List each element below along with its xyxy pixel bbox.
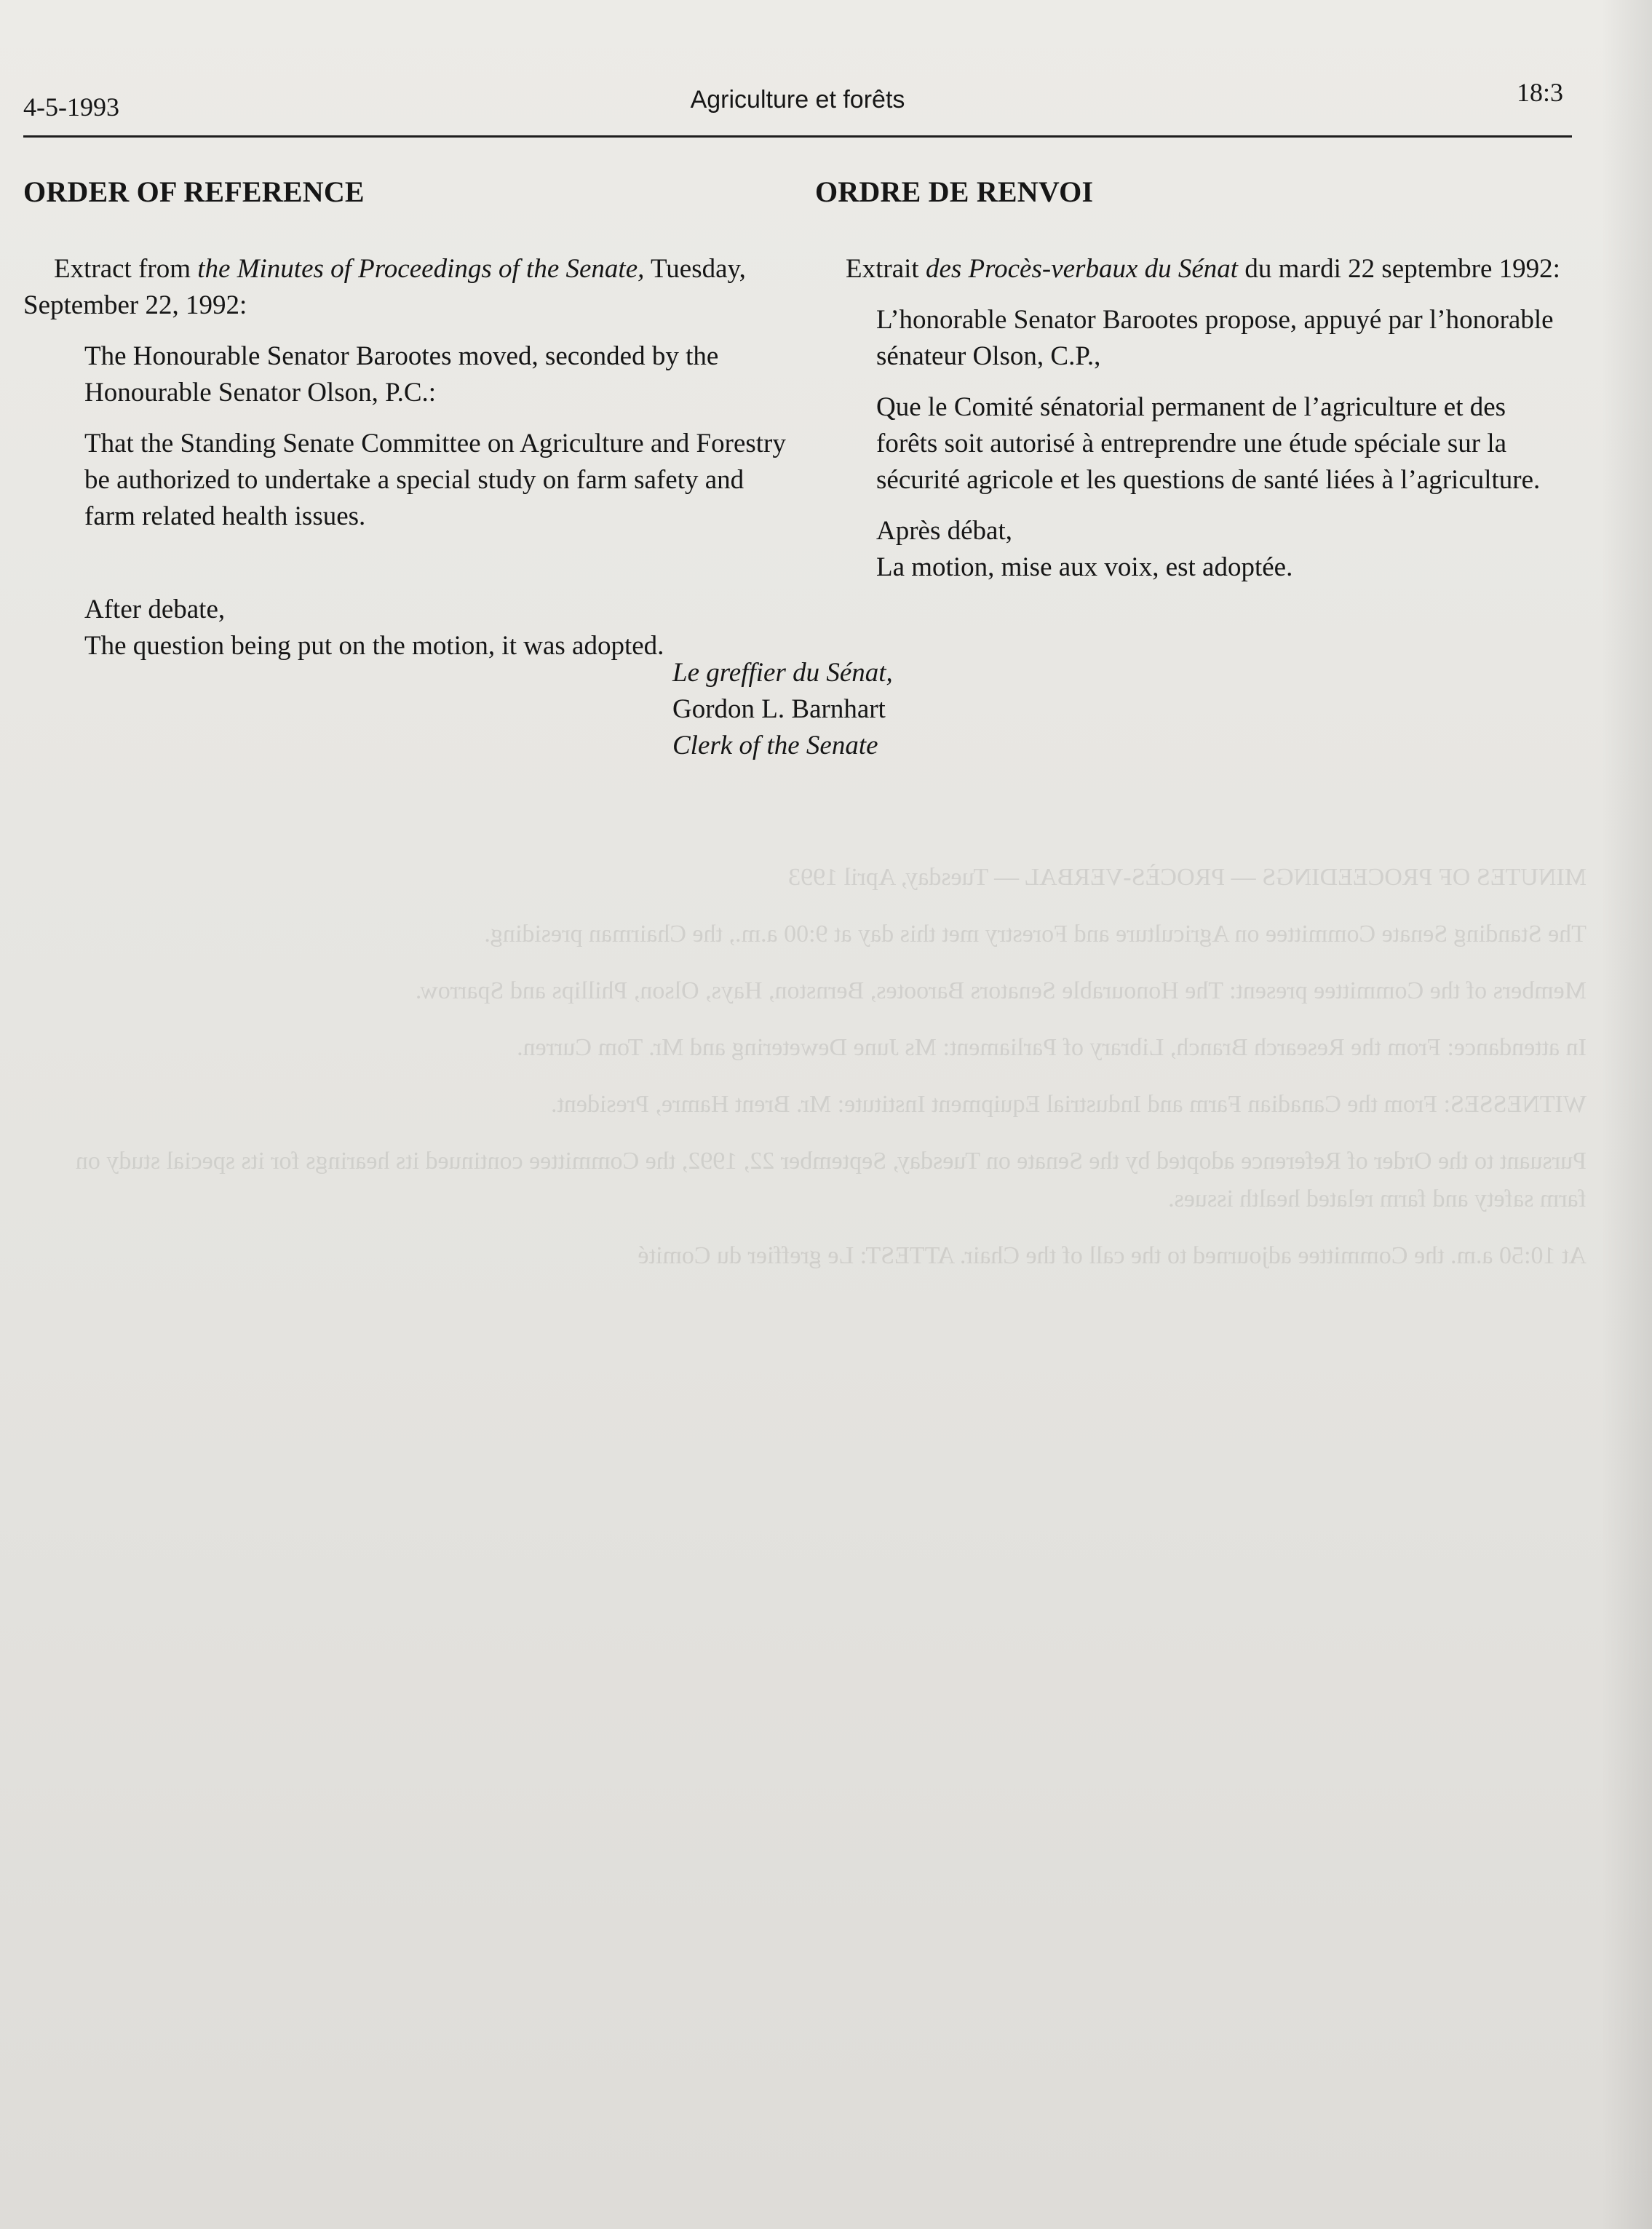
apres-debat-text: Après débat, — [876, 516, 1012, 546]
moved-paragraph: The Honourable Senator Barootes moved, seconded by the Honourable Senator Olson, P.C.: — [84, 341, 719, 408]
header-page-number: 18:3 — [1516, 78, 1563, 107]
resultat-text: La motion, mise aux voix, est adoptée. — [876, 552, 1293, 582]
extrait-intro-source: des Procès-verbaux du Sénat — [925, 254, 1239, 284]
extrait-intro-prefix: Extrait — [846, 254, 926, 284]
after-debate-text: After debate, — [84, 595, 226, 624]
extract-intro-source: the Minutes of Proceedings of the Senate, — [197, 254, 645, 284]
header-date: 4-5-1993 — [23, 92, 119, 122]
propose-paragraph: L’honorable Senator Barootes propose, appuyé par l’honorable sénateur Olson, C.P., — [876, 305, 1554, 371]
clerk-signature-block — [672, 655, 893, 764]
page-header — [23, 70, 1572, 138]
extract-intro-date: Tuesday, September 22, 1992: — [23, 254, 746, 320]
extrait-intro — [815, 251, 1572, 287]
clerk-title-fr: Le greffier du Sénat, — [672, 658, 893, 688]
extract-intro-prefix: Extract from — [54, 254, 198, 284]
english-column — [23, 175, 787, 664]
ordre-de-renvoi-heading: ORDRE DE RENVOI — [815, 175, 1094, 208]
clerk-title-en: Clerk of the Senate — [672, 731, 878, 760]
motion-fr-paragraph: Que le Comité sénatorial permanent de l’agriculture et des forêts soit autorisé à entreprendre une étude spéciale sur la sécurité agricole et les questions de santé liées à l’agriculture. — [876, 392, 1541, 495]
motion-paragraph: That the Standing Senate Committee on Agriculture and Forestry be authorized to undertake a special study on farm safety and farm related health issues. — [84, 429, 786, 531]
header-title: Agriculture et forêts — [690, 86, 905, 114]
clerk-name: Gordon L. Barnhart — [672, 694, 886, 724]
order-of-reference-heading: ORDER OF REFERENCE — [23, 175, 365, 208]
result-text: The question being put on the motion, it was adopted. — [84, 631, 664, 661]
extract-intro — [23, 251, 787, 324]
french-column — [815, 175, 1572, 586]
extrait-intro-date: du mardi 22 septembre 1992: — [1238, 254, 1560, 284]
bleed-through-text: MINUTES OF PROCEEDINGS — PROCÈS-VERBAL — Tuesday, April 1993 The Standing Senate Committee on Agriculture and Forestry met this day at 9:00 a.m., the Chairman presiding. Members of the Committee present: The Honourable Senators Barootes, Bernston, Hays, Olson, Phillips and Sparrow. In attendance: From the Research Branch, Library of Parliament: Ms June Dewetering and Mr. Tom Curren. WITNESSES: From the Canadian Farm and Industrial Equipment Institute: Mr. Brent Hamre, President. Pursuant to the Order of Reference adopted by the Senate on Tuesday, September 22, 1992, the Committee continued its hearings for its special study on farm safety and farm related health issues. At 10:50 a.m. the Committee adjourned to the call of the Chair. ATTEST: Le greffier du Comité — [75, 864, 1587, 1269]
